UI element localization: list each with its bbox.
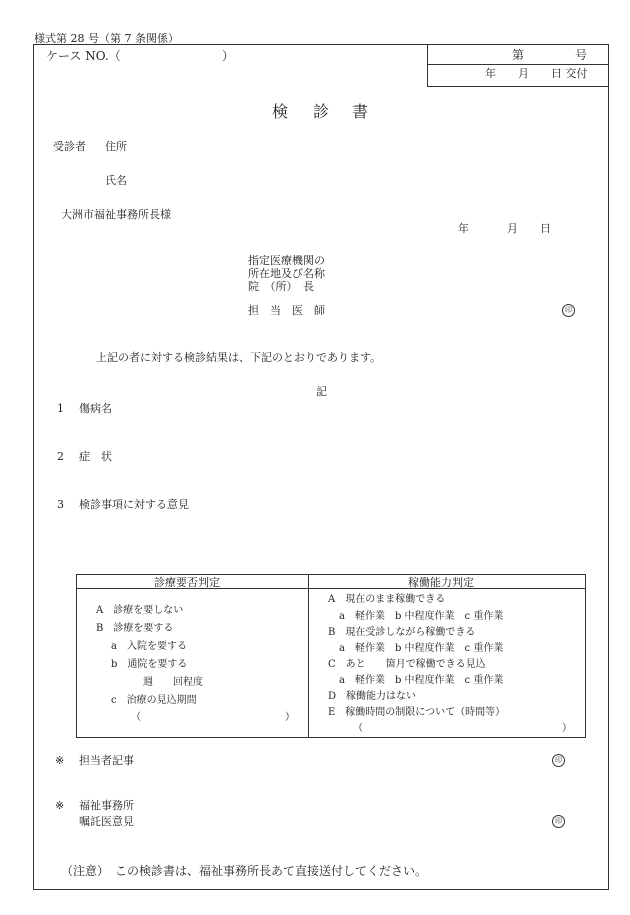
item-3-label: 検診事項に対する意見 <box>79 498 189 511</box>
doctor-seal-icon: 印 <box>562 304 575 317</box>
note-2-seal-icon: 印 <box>552 815 565 828</box>
note-2-label-2: 嘱託医意見 <box>79 815 134 828</box>
item-2-label: 症 状 <box>79 450 112 463</box>
date-day: 日 <box>540 222 551 235</box>
capacity-hours-close: ） <box>562 723 572 734</box>
note-1-mark: ※ <box>55 754 65 767</box>
item-3-number: 3 <box>57 498 64 511</box>
capacity-option-a-levels: a 軽作業 b 中程度作業 c 重作業 <box>339 611 504 622</box>
number-box-go: 号 <box>575 48 588 62</box>
medical-option-b-b: b 通院を要する <box>111 659 188 670</box>
item-1-number: 1 <box>57 402 64 415</box>
patient-address-label: 住所 <box>105 140 127 153</box>
capacity-option-c: C あと 箇月で稼働できる見込 <box>328 659 486 670</box>
note-1-label: 担当者記事 <box>79 754 134 767</box>
medical-period-close: ） <box>285 712 295 723</box>
caution-note: （注意） この検診書は、福祉事務所長あて直接送付してください。 <box>61 864 428 878</box>
number-box-mid-border <box>427 64 609 65</box>
number-box-dai: 第 <box>512 48 525 62</box>
work-capacity-header: 稼働能力判定 <box>408 576 474 589</box>
medical-period-open: （ <box>131 712 141 723</box>
form-number: 様式第 28 号（第 7 条関係） <box>34 32 179 45</box>
note-2-label: 福祉事務所 <box>79 799 134 812</box>
number-box-date: 年 月 日 交付 <box>485 67 588 80</box>
judgment-table-header-border <box>76 588 586 589</box>
date-year: 年 <box>458 222 469 235</box>
medical-option-b: B 診療を要する <box>96 623 174 634</box>
number-box-bottom-border <box>427 86 609 87</box>
item-2-number: 2 <box>57 450 64 463</box>
medical-option-a: A 診療を要しない <box>96 605 184 616</box>
institution-line-2: 所在地及び名称 <box>248 267 325 280</box>
capacity-hours-open: （ <box>353 723 363 734</box>
capacity-option-b: B 現在受診しながら稼働できる <box>328 627 476 638</box>
medical-option-b-c: c 治療の見込期間 <box>111 695 197 706</box>
attending-doctor-label: 担 当 医 師 <box>248 304 325 317</box>
capacity-option-d: D 稼働能力はない <box>328 691 417 702</box>
capacity-option-a: A 現在のまま稼働できる <box>328 594 446 605</box>
title-char-1: 検 <box>272 102 289 121</box>
medical-necessity-header: 診療要否判定 <box>154 576 220 589</box>
patient-name-label: 氏名 <box>105 174 127 187</box>
title-char-3: 書 <box>352 102 369 121</box>
date-month: 月 <box>507 222 518 235</box>
patient-label: 受診者 <box>53 140 86 153</box>
institution-line-1: 指定医療機関の <box>248 254 325 267</box>
case-no-close: ） <box>222 49 235 63</box>
medical-weekly-frequency: 週 回程度 <box>143 677 203 688</box>
number-box-left-border <box>427 44 428 87</box>
medical-option-b-a: a 入院を要する <box>111 641 187 652</box>
capacity-option-e: E 稼働時間の制限について（時間等） <box>328 707 506 718</box>
title-char-2: 診 <box>313 102 330 121</box>
institution-line-3: 院 （所） 長 <box>248 280 314 293</box>
note-2-mark: ※ <box>55 799 65 812</box>
judgment-table-divider <box>308 574 309 738</box>
statement: 上記の者に対する検診結果は、下記のとおりであります。 <box>96 351 382 364</box>
capacity-option-b-levels: a 軽作業 b 中程度作業 c 重作業 <box>339 643 504 654</box>
item-1-label: 傷病名 <box>79 402 112 415</box>
ki-label: 記 <box>316 385 327 398</box>
note-1-seal-icon: 印 <box>552 754 565 767</box>
case-no-label: ケース NO.（ <box>46 49 121 63</box>
capacity-option-c-levels: a 軽作業 b 中程度作業 c 重作業 <box>339 675 504 686</box>
addressee: 大洲市福祉事務所長様 <box>61 208 171 221</box>
